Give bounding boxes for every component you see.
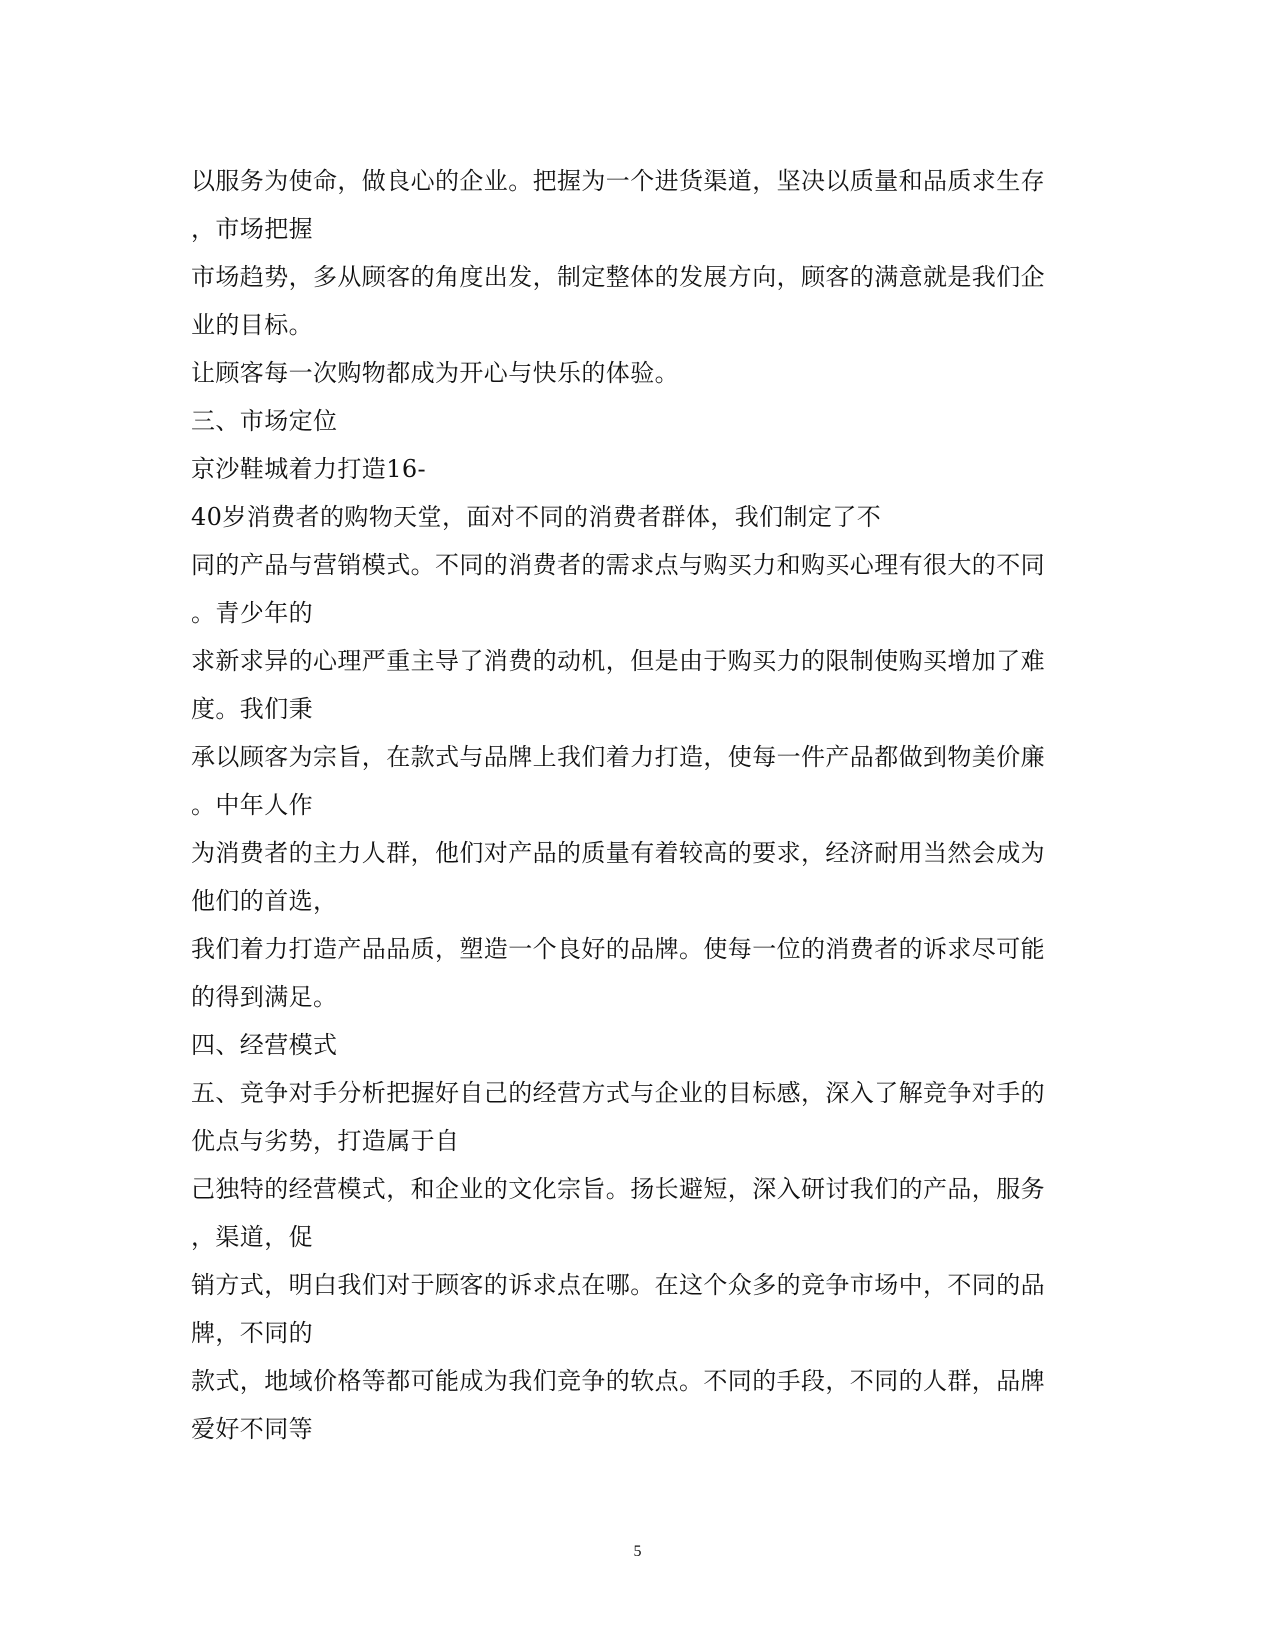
text-line: 求新求异的心理严重主导了消费的动机，但是由于购买力的限制使购买增加了难	[191, 647, 1045, 675]
text-line: ，市场把握	[191, 215, 313, 243]
text-line: 。青少年的	[191, 599, 313, 627]
text-line: 市场趋势，多从顾客的角度出发，制定整体的发展方向，顾客的满意就是我们企	[191, 263, 1045, 291]
text-line: 让顾客每一次购物都成为开心与快乐的体验。	[191, 359, 679, 387]
text-line: 同的产品与营销模式。不同的消费者的需求点与购买力和购买心理有很大的不同	[191, 551, 1045, 579]
section-heading: 四、经营模式	[191, 1031, 338, 1059]
text-line: 牌，不同的	[191, 1319, 313, 1347]
section-heading: 五、竞争对手分析把握好自己的经营方式与企业的目标感，深入了解竞争对手的	[191, 1079, 1045, 1107]
text-line: 为消费者的主力人群，他们对产品的质量有着较高的要求，经济耐用当然会成为	[191, 839, 1045, 867]
text-line: 的得到满足。	[191, 983, 338, 1011]
text-line: 业的目标。	[191, 311, 313, 339]
text-line: 承以顾客为宗旨，在款式与品牌上我们着力打造，使每一件产品都做到物美价廉	[191, 743, 1045, 771]
text-line: 爱好不同等	[191, 1415, 313, 1443]
page-number: 5	[633, 1543, 642, 1560]
text-line: 以服务为使命，做良心的企业。把握为一个进货渠道，坚决以质量和品质求生存	[191, 167, 1045, 195]
body-text	[191, 157, 1071, 1453]
section-heading: 三、市场定位	[191, 407, 338, 435]
text-line: 。中年人作	[191, 791, 313, 819]
text-line: 他们的首选，	[191, 887, 338, 915]
text-line: 度。我们秉	[191, 695, 313, 723]
text-line: 40岁消费者的购物天堂，面对不同的消费者群体，我们制定了不	[191, 503, 882, 531]
text-line: 己独特的经营模式，和企业的文化宗旨。扬长避短，深入研讨我们的产品，服务	[191, 1175, 1045, 1203]
text-line: 销方式，明白我们对于顾客的诉求点在哪。在这个众多的竞争市场中，不同的品	[191, 1271, 1045, 1299]
text-line: ，渠道，促	[191, 1223, 313, 1251]
text-line: 京沙鞋城着力打造16-	[191, 455, 427, 483]
text-line: 我们着力打造产品品质，塑造一个良好的品牌。使每一位的消费者的诉求尽可能	[191, 935, 1045, 963]
text-line: 款式，地域价格等都可能成为我们竞争的软点。不同的手段，不同的人群，品牌	[191, 1367, 1045, 1395]
text-line: 优点与劣势，打造属于自	[191, 1127, 460, 1155]
